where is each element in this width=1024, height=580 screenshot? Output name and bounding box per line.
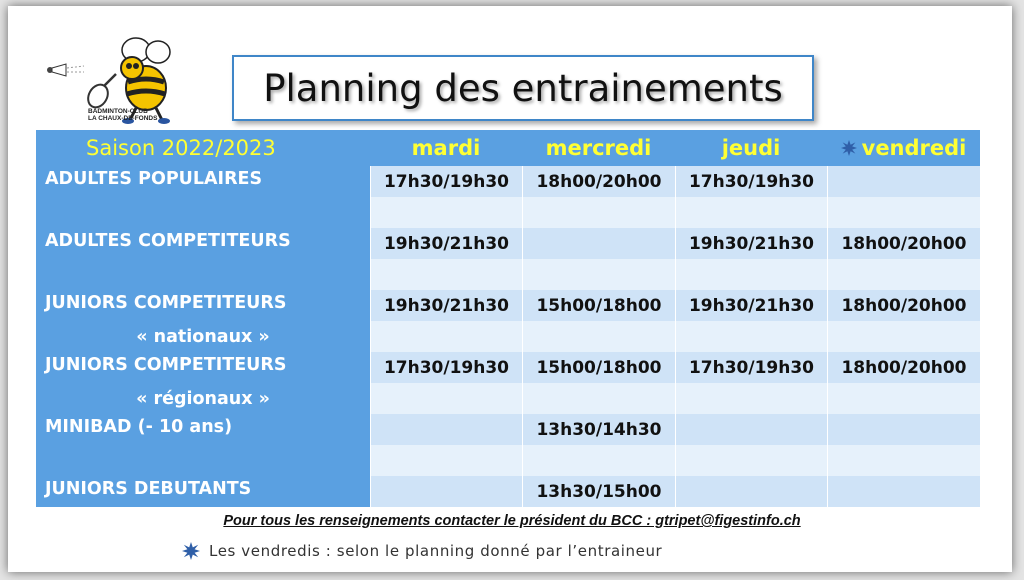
schedule-cell: 17h30/19h30 xyxy=(370,352,522,383)
schedule-cell xyxy=(827,445,980,476)
schedule-cell: 15h00/18h00 xyxy=(522,290,675,321)
row-label: ADULTES COMPETITEURS xyxy=(36,228,370,259)
row-label: JUNIORS DEBUTANTS xyxy=(36,476,370,507)
schedule-table xyxy=(36,130,980,508)
day-header-vendredi: vendredi xyxy=(861,136,967,160)
schedule-cell xyxy=(675,414,827,445)
schedule-cell xyxy=(370,414,522,445)
schedule-cell: 19h30/21h30 xyxy=(370,228,522,259)
schedule-cell: 18h00/20h00 xyxy=(827,228,980,259)
schedule-cell xyxy=(827,197,980,228)
row-label: JUNIORS COMPETITEURS xyxy=(36,290,370,321)
schedule-cell xyxy=(675,476,827,507)
star-burst-icon xyxy=(182,542,200,560)
schedule-cell xyxy=(370,445,522,476)
schedule-cell xyxy=(675,197,827,228)
day-header-vendredi-cell xyxy=(827,130,980,166)
schedule-cell xyxy=(827,166,980,197)
schedule-cell: 18h00/20h00 xyxy=(827,352,980,383)
row-label: JUNIORS COMPETITEURS xyxy=(36,352,370,383)
schedule-cell xyxy=(522,383,675,414)
schedule-cell: 17h30/19h30 xyxy=(675,166,827,197)
day-header-mardi: mardi xyxy=(370,130,522,166)
schedule-cell xyxy=(675,383,827,414)
schedule-cell: 17h30/19h30 xyxy=(370,166,522,197)
schedule-cell xyxy=(827,476,980,507)
schedule-cell xyxy=(827,321,980,352)
schedule-cell xyxy=(675,321,827,352)
row-label xyxy=(36,259,370,290)
schedule-cell: 18h00/20h00 xyxy=(827,290,980,321)
schedule-cell: 19h30/21h30 xyxy=(675,228,827,259)
row-label xyxy=(36,197,370,228)
schedule-cell: 13h30/14h30 xyxy=(522,414,675,445)
row-label: MINIBAD (- 10 ans) xyxy=(36,414,370,445)
schedule-cell xyxy=(370,383,522,414)
schedule-cell: 15h00/18h00 xyxy=(522,352,675,383)
schedule-cell xyxy=(827,383,980,414)
schedule-cell xyxy=(522,445,675,476)
row-label: « régionaux » xyxy=(36,383,370,414)
friday-note xyxy=(182,542,662,560)
contact-note: Pour tous les renseignements contacter le président du BCC : gtripet@figestinfo.ch xyxy=(223,513,801,529)
club-logo-text xyxy=(88,108,178,122)
schedule-cell xyxy=(675,259,827,290)
schedule-cell: 17h30/19h30 xyxy=(675,352,827,383)
season-header: Saison 2022/2023 xyxy=(36,130,370,166)
schedule-cell: 19h30/21h30 xyxy=(370,290,522,321)
row-label: ADULTES POPULAIRES xyxy=(36,166,370,197)
row-label: « nationaux » xyxy=(36,321,370,352)
schedule-cell xyxy=(370,321,522,352)
schedule-cell xyxy=(370,259,522,290)
schedule-cell xyxy=(827,414,980,445)
logo-line-2: LA CHAUX-DE-FONDS xyxy=(88,115,158,122)
row-label xyxy=(36,445,370,476)
schedule-cell: 18h00/20h00 xyxy=(522,166,675,197)
schedule-cell xyxy=(675,445,827,476)
day-header-mercredi: mercredi xyxy=(522,130,675,166)
schedule-cell: 13h30/15h00 xyxy=(522,476,675,507)
logo-line-1: BADMINTON-CLUB xyxy=(88,108,148,115)
friday-note-text: Les vendredis : selon le planning donné par l’entraineur xyxy=(209,542,663,560)
star-burst-icon xyxy=(841,140,857,156)
page-title: Planning des entrainements xyxy=(232,55,814,121)
schedule-cell xyxy=(370,476,522,507)
day-header-jeudi: jeudi xyxy=(675,130,827,166)
schedule-cell xyxy=(827,259,980,290)
schedule-cell xyxy=(522,228,675,259)
schedule-cell xyxy=(522,321,675,352)
schedule-cell xyxy=(522,259,675,290)
schedule-cell xyxy=(370,197,522,228)
schedule-cell: 19h30/21h30 xyxy=(675,290,827,321)
schedule-cell xyxy=(522,197,675,228)
